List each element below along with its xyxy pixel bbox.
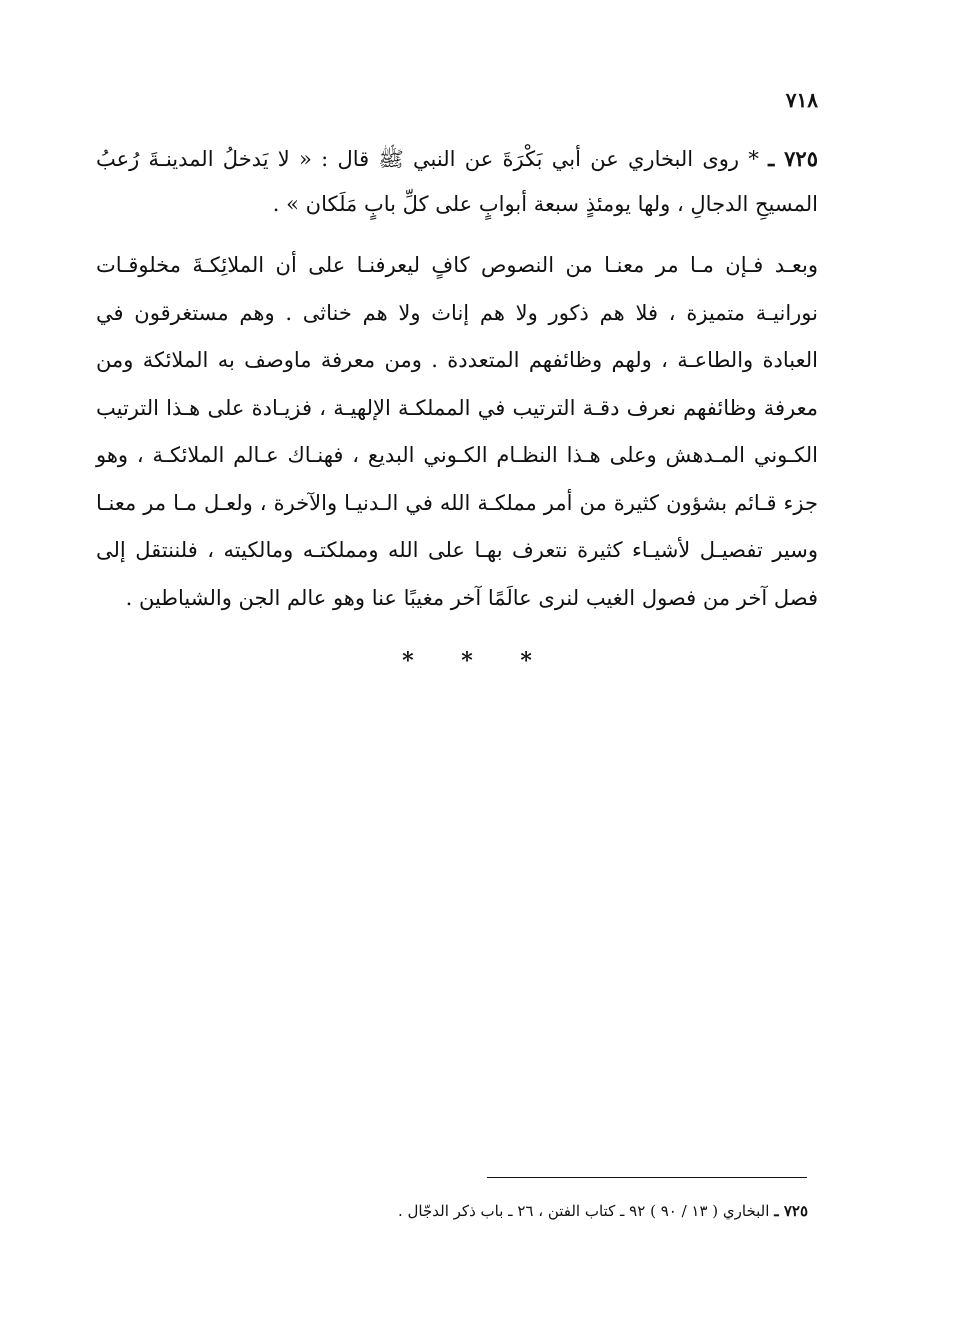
footnote-divider <box>487 1177 807 1178</box>
footnote-text: البخاري ( ١٣ / ٩٠ ) ٩٢ ـ كتاب الفتن ، ٢٦ ـ باب ذكر الدجّال . <box>398 1202 770 1220</box>
footnote <box>300 1199 808 1223</box>
hadith-paragraph <box>96 136 818 227</box>
section-separator: * * * <box>402 648 552 674</box>
hadith-number: ٧٢٥ ـ <box>768 146 818 171</box>
footnote-number: ٧٢٥ ـ <box>774 1202 808 1220</box>
commentary-paragraph: وبعـد فـإن مـا مر معنـا من النصوص كافٍ ليعرفنـا على أن الملائِكـةَ مخلوقـات نورانيـة متميزة ، فلا هم ذكور ولا هم إناث ولا هم خناثى . وهم مستغرقون في العبادة والطاعـة ، ولهم وظائفهم المتعددة . ومن معرفة ماوصف به الملائكة ومن معرفة وظائفهم نعرف دقـة الترتيب في المملكـة الإلهيـة ، فزيـادة على هـذا الترتيب الكـوني المـدهش وعلى هـذا النظـام الكـوني البديع ، فهنـاك عـالم الملائكـة ، وهو جزء قـائم بشؤون كثيرة من أمر مملكـة الله في الـدنيـا والآخرة ، ولعـل مـا مر معنـا وسير تفصيـل لأشيـاء كثيرة نتعرف بهـا على الله ومملكتـه ومالكيته ، فلننتقل إلى فصل آخر من فصول الغيب لنرى عالَمًا آخر مغيبًا عنا وهو عالم الجن والشياطين . <box>96 253 818 610</box>
page-number: ٧١٨ <box>785 88 818 112</box>
hadith-text: * روى البخاري عن أبي بَكْرَةَ عن النبي ﷺ قال : « لا يَدخلُ المدينـةَ رُعبُ المسيحِ الدجالِ ، ولها يومئذٍ سبعة أبوابٍ على كلِّ بابٍ مَلَكان » . <box>96 147 818 216</box>
